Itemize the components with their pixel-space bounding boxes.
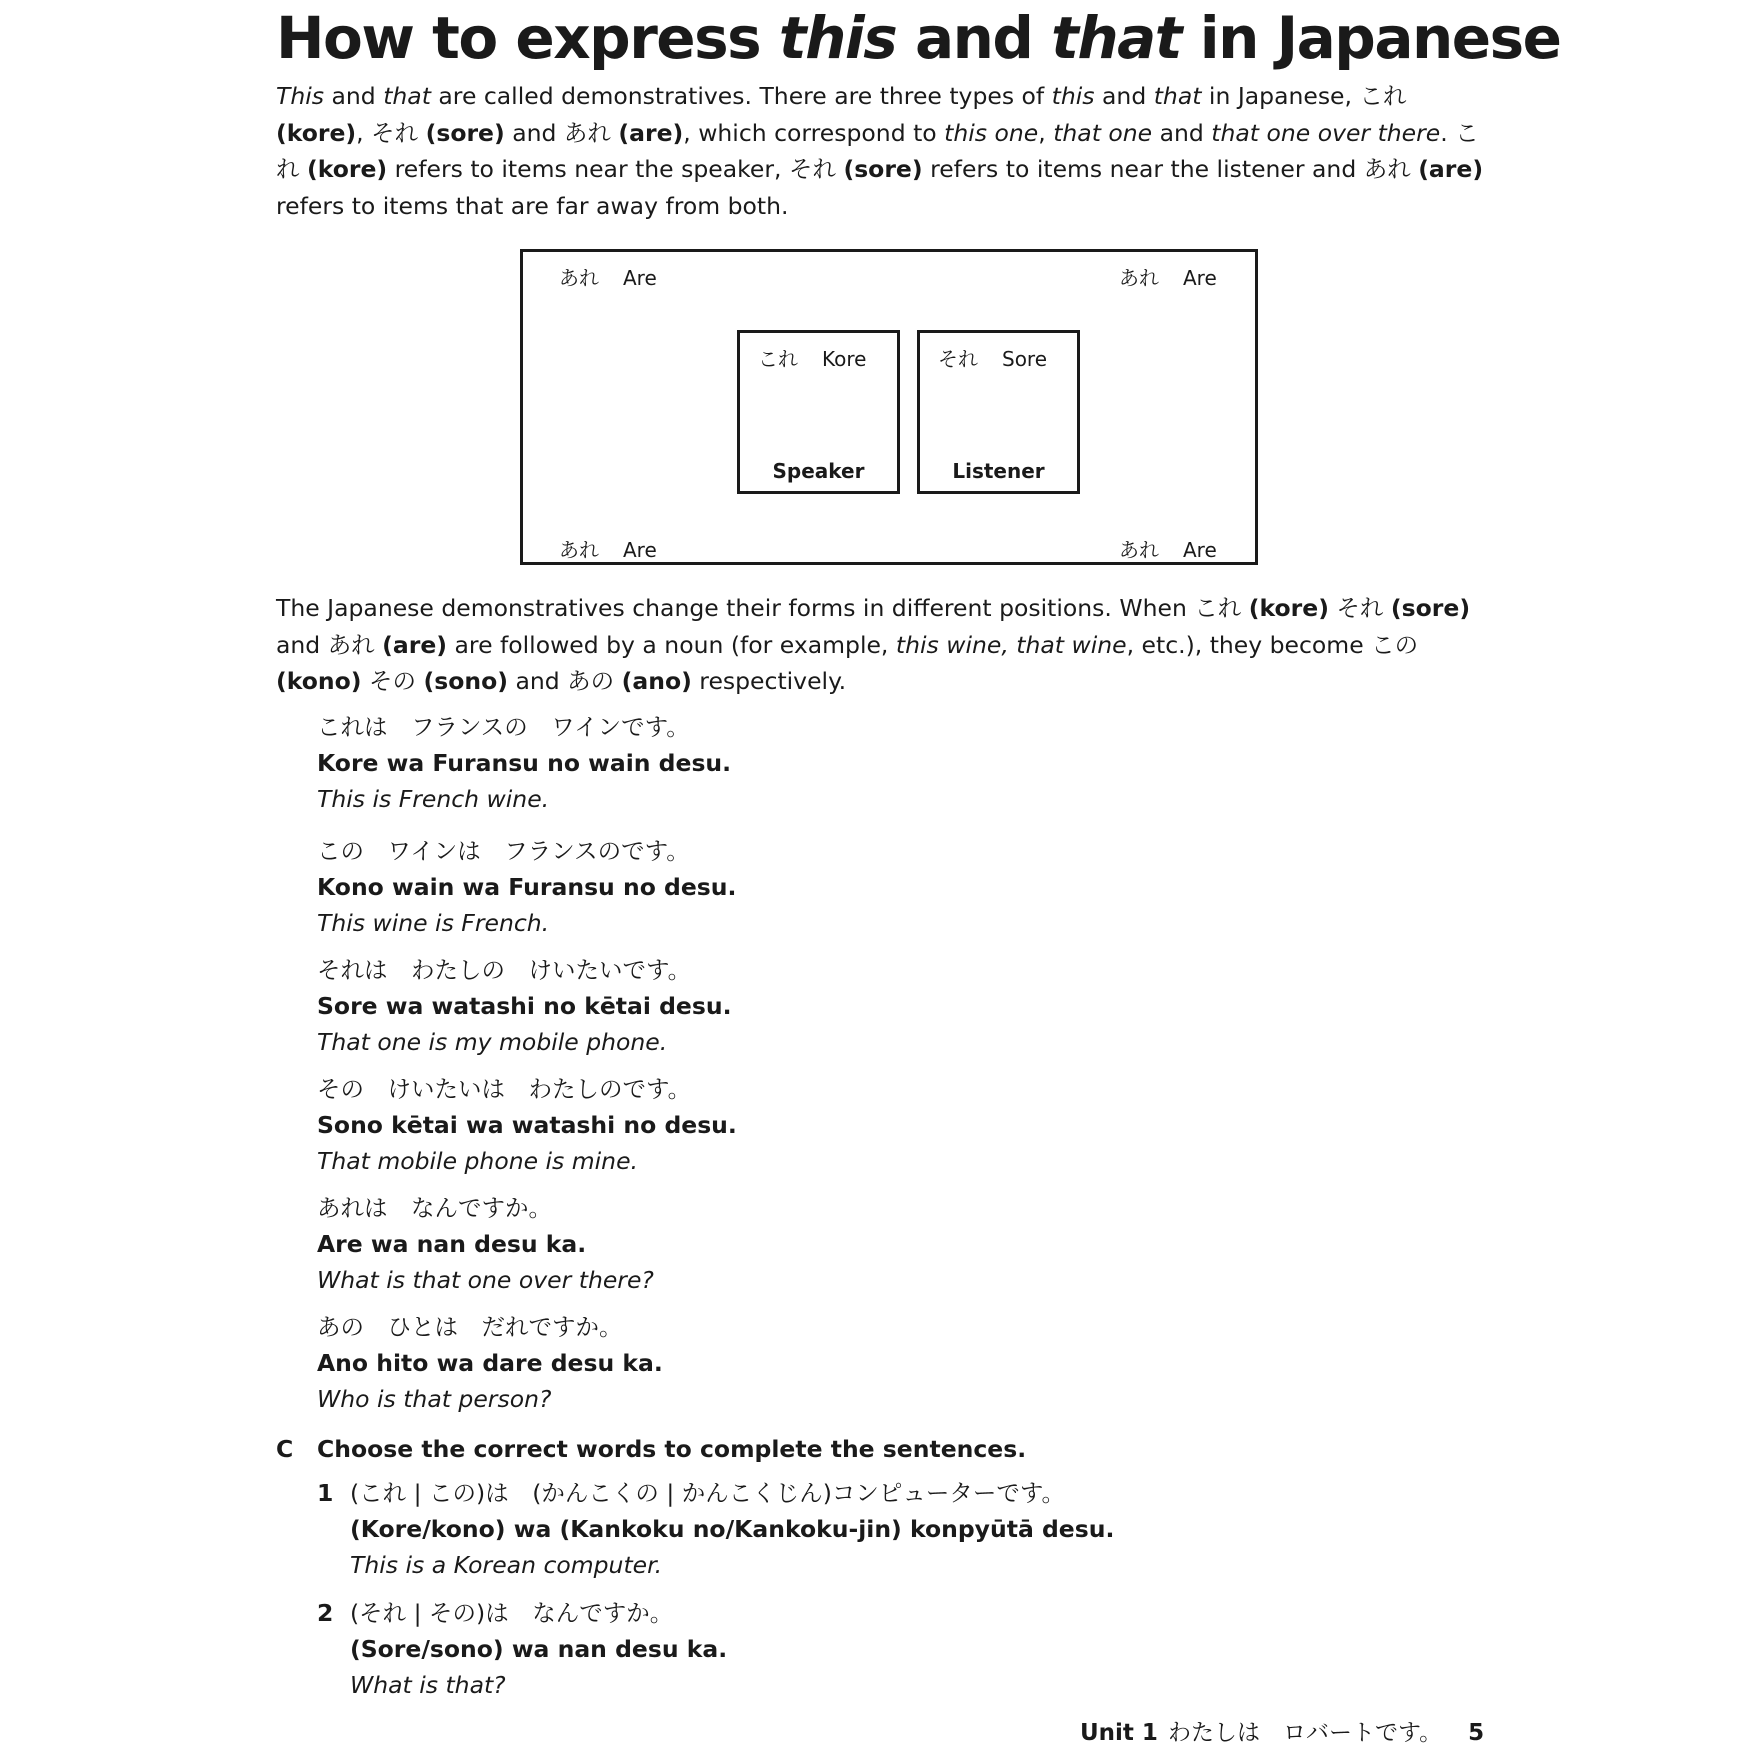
exercise-romaji: (Sore/sono) wa nan desu ka.	[350, 1635, 728, 1663]
intro-paragraph	[276, 78, 1496, 224]
example-romaji: Kore wa Furansu no wain desu.	[317, 749, 732, 777]
jp-label: これ	[758, 347, 798, 371]
example-translation: This wine is French.	[317, 909, 550, 937]
text: are followed by a noun (for example,	[447, 630, 896, 659]
example-japanese: その けいたいは わたしのです。	[317, 1075, 692, 1103]
listener-box	[917, 330, 1080, 494]
speaker-label: Speaker	[772, 459, 865, 483]
romaji-word: (ano)	[621, 667, 692, 695]
text: respectively.	[691, 667, 847, 695]
example-block	[317, 1071, 737, 1179]
title-that: that	[1051, 4, 1182, 72]
exercise-instruction: Choose the correct words to complete the sentences.	[317, 1435, 1027, 1463]
jp-word: あれ	[1363, 155, 1411, 183]
romaji-word: (sore)	[843, 155, 923, 183]
romaji-word: (are)	[618, 118, 684, 147]
example-japanese: あれは なんですか。	[317, 1194, 552, 1222]
text: , etc.), they become	[1126, 630, 1372, 659]
example-romaji: Ano hito wa dare desu ka.	[317, 1349, 663, 1377]
jp-word: あれ	[327, 630, 375, 659]
example-romaji: Kono wain wa Furansu no desu.	[317, 873, 737, 901]
text: and	[1152, 118, 1212, 147]
text: , which correspond to	[683, 118, 945, 147]
speaker-box	[737, 330, 900, 494]
demonstratives-diagram	[520, 249, 1258, 565]
jp-word: その	[368, 667, 416, 695]
exercise-number: 2	[317, 1599, 334, 1627]
jp-label: あれ	[1119, 538, 1159, 562]
text: .	[1440, 118, 1456, 147]
title-this: this	[778, 4, 897, 72]
footer-unit-title: わたしは ロバートです。	[1167, 1720, 1443, 1746]
example-block	[317, 952, 732, 1060]
kore-label	[758, 343, 866, 372]
jp-word: これ	[276, 118, 1479, 183]
text: in Japanese,	[1201, 82, 1360, 110]
jp-label: あれ	[559, 538, 599, 562]
example-romaji: Are wa nan desu ka.	[317, 1230, 587, 1258]
romaji-label: Are	[623, 266, 657, 290]
exercise-japanese: (これ | この)は (かんこくの | かんこくじん)コンピューターです。	[350, 1479, 1066, 1507]
example-romaji: Sono kētai wa watashi no desu.	[317, 1111, 737, 1139]
example-translation: That one is my mobile phone.	[317, 1028, 668, 1056]
romaji-label: Sore	[1002, 347, 1048, 371]
emph: that	[383, 82, 431, 110]
jp-word: この	[1371, 630, 1419, 659]
exercise-heading	[276, 1431, 1026, 1467]
page-title	[276, 2, 1560, 74]
example-japanese: あの ひとは だれですか。	[317, 1313, 623, 1341]
jp-word: あれ	[563, 118, 611, 147]
forms-paragraph	[276, 590, 1496, 700]
text: refers to items near the speaker,	[387, 155, 789, 183]
example-romaji: Sore wa watashi no kētai desu.	[317, 992, 732, 1020]
romaji-word: (kore)	[276, 118, 357, 147]
jp-label: あれ	[559, 266, 599, 290]
example-translation: Who is that person?	[317, 1385, 552, 1413]
jp-label: それ	[938, 347, 978, 371]
romaji-word: (kore)	[306, 155, 388, 183]
example-block	[317, 1190, 654, 1298]
text: and	[504, 118, 564, 147]
example-block	[317, 709, 731, 817]
page-number: 5	[1468, 1720, 1485, 1746]
emph: that	[1153, 82, 1202, 110]
romaji-label: Are	[623, 538, 657, 562]
exercise-body	[350, 1595, 727, 1703]
romaji-word: (are)	[382, 630, 448, 659]
emph: This	[276, 82, 325, 110]
sore-label	[938, 343, 1047, 372]
title-text: How to express	[276, 4, 779, 72]
jp-word: それ	[788, 155, 836, 183]
example-translation: This is French wine.	[317, 785, 550, 813]
example-block	[317, 833, 736, 941]
example-translation: What is that one over there?	[317, 1266, 654, 1294]
example-japanese: これは フランスの ワインです。	[317, 713, 690, 741]
romaji-word: (sono)	[423, 667, 508, 695]
text: ,	[356, 118, 372, 147]
text: refers to items near the listener and	[922, 155, 1364, 183]
jp-label: あれ	[1119, 266, 1159, 290]
exercise-romaji: (Kore/kono) wa (Kankoku no/Kankoku-jin) konpyūtā desu.	[350, 1515, 1115, 1543]
exercise-translation: What is that?	[350, 1671, 506, 1699]
text: and	[507, 667, 568, 695]
text: refers to items that are far away from both.	[276, 191, 789, 220]
are-label-bottom-left	[559, 534, 657, 563]
are-label-top-right	[1119, 262, 1217, 291]
text: The Japanese demonstratives change their forms in different positions. When	[276, 594, 1195, 622]
emph: that one	[1053, 118, 1153, 147]
exercise-japanese: (それ | その)は なんですか。	[350, 1599, 674, 1627]
are-label-top-left	[559, 262, 657, 291]
text: ,	[1038, 118, 1054, 147]
romaji-label: Are	[1183, 538, 1217, 562]
exercise-letter: C	[276, 1435, 294, 1463]
footer-unit: Unit 1	[1080, 1720, 1158, 1746]
text	[362, 667, 369, 695]
romaji-word: (sore)	[1390, 594, 1471, 622]
emph: this one	[944, 118, 1039, 147]
text: are called demonstratives. There are three types of	[430, 82, 1052, 110]
romaji-word: (are)	[1418, 155, 1484, 183]
exercise-number: 1	[317, 1479, 334, 1507]
listener-label: Listener	[952, 459, 1045, 483]
jp-word: それ	[1336, 594, 1384, 622]
romaji-word: (kore)	[1248, 594, 1329, 622]
exercise-translation: This is a Korean computer.	[350, 1551, 663, 1579]
page-footer	[1080, 1718, 1484, 1748]
exercise-body	[350, 1475, 1114, 1583]
jp-word: あの	[567, 667, 615, 695]
emph: this wine, that wine	[895, 630, 1127, 659]
title-text: in Japanese	[1181, 4, 1561, 72]
text: and	[324, 82, 384, 110]
example-japanese: それは わたしの けいたいです。	[317, 956, 692, 984]
text: and	[276, 630, 328, 659]
jp-word: これ	[1359, 82, 1407, 110]
romaji-label: Kore	[822, 347, 867, 371]
example-block	[317, 1309, 663, 1417]
example-japanese: この ワインは フランスのです。	[317, 837, 690, 865]
jp-word: それ	[371, 118, 419, 147]
emph: that one over there	[1211, 118, 1441, 147]
example-translation: That mobile phone is mine.	[317, 1147, 639, 1175]
title-text: and	[896, 4, 1052, 72]
romaji-word: (kono)	[276, 667, 362, 695]
text: and	[1094, 82, 1154, 110]
are-label-bottom-right	[1119, 534, 1217, 563]
emph: this	[1051, 82, 1095, 110]
romaji-word: (sore)	[425, 118, 505, 147]
jp-word: これ	[1194, 594, 1242, 622]
romaji-label: Are	[1183, 266, 1217, 290]
